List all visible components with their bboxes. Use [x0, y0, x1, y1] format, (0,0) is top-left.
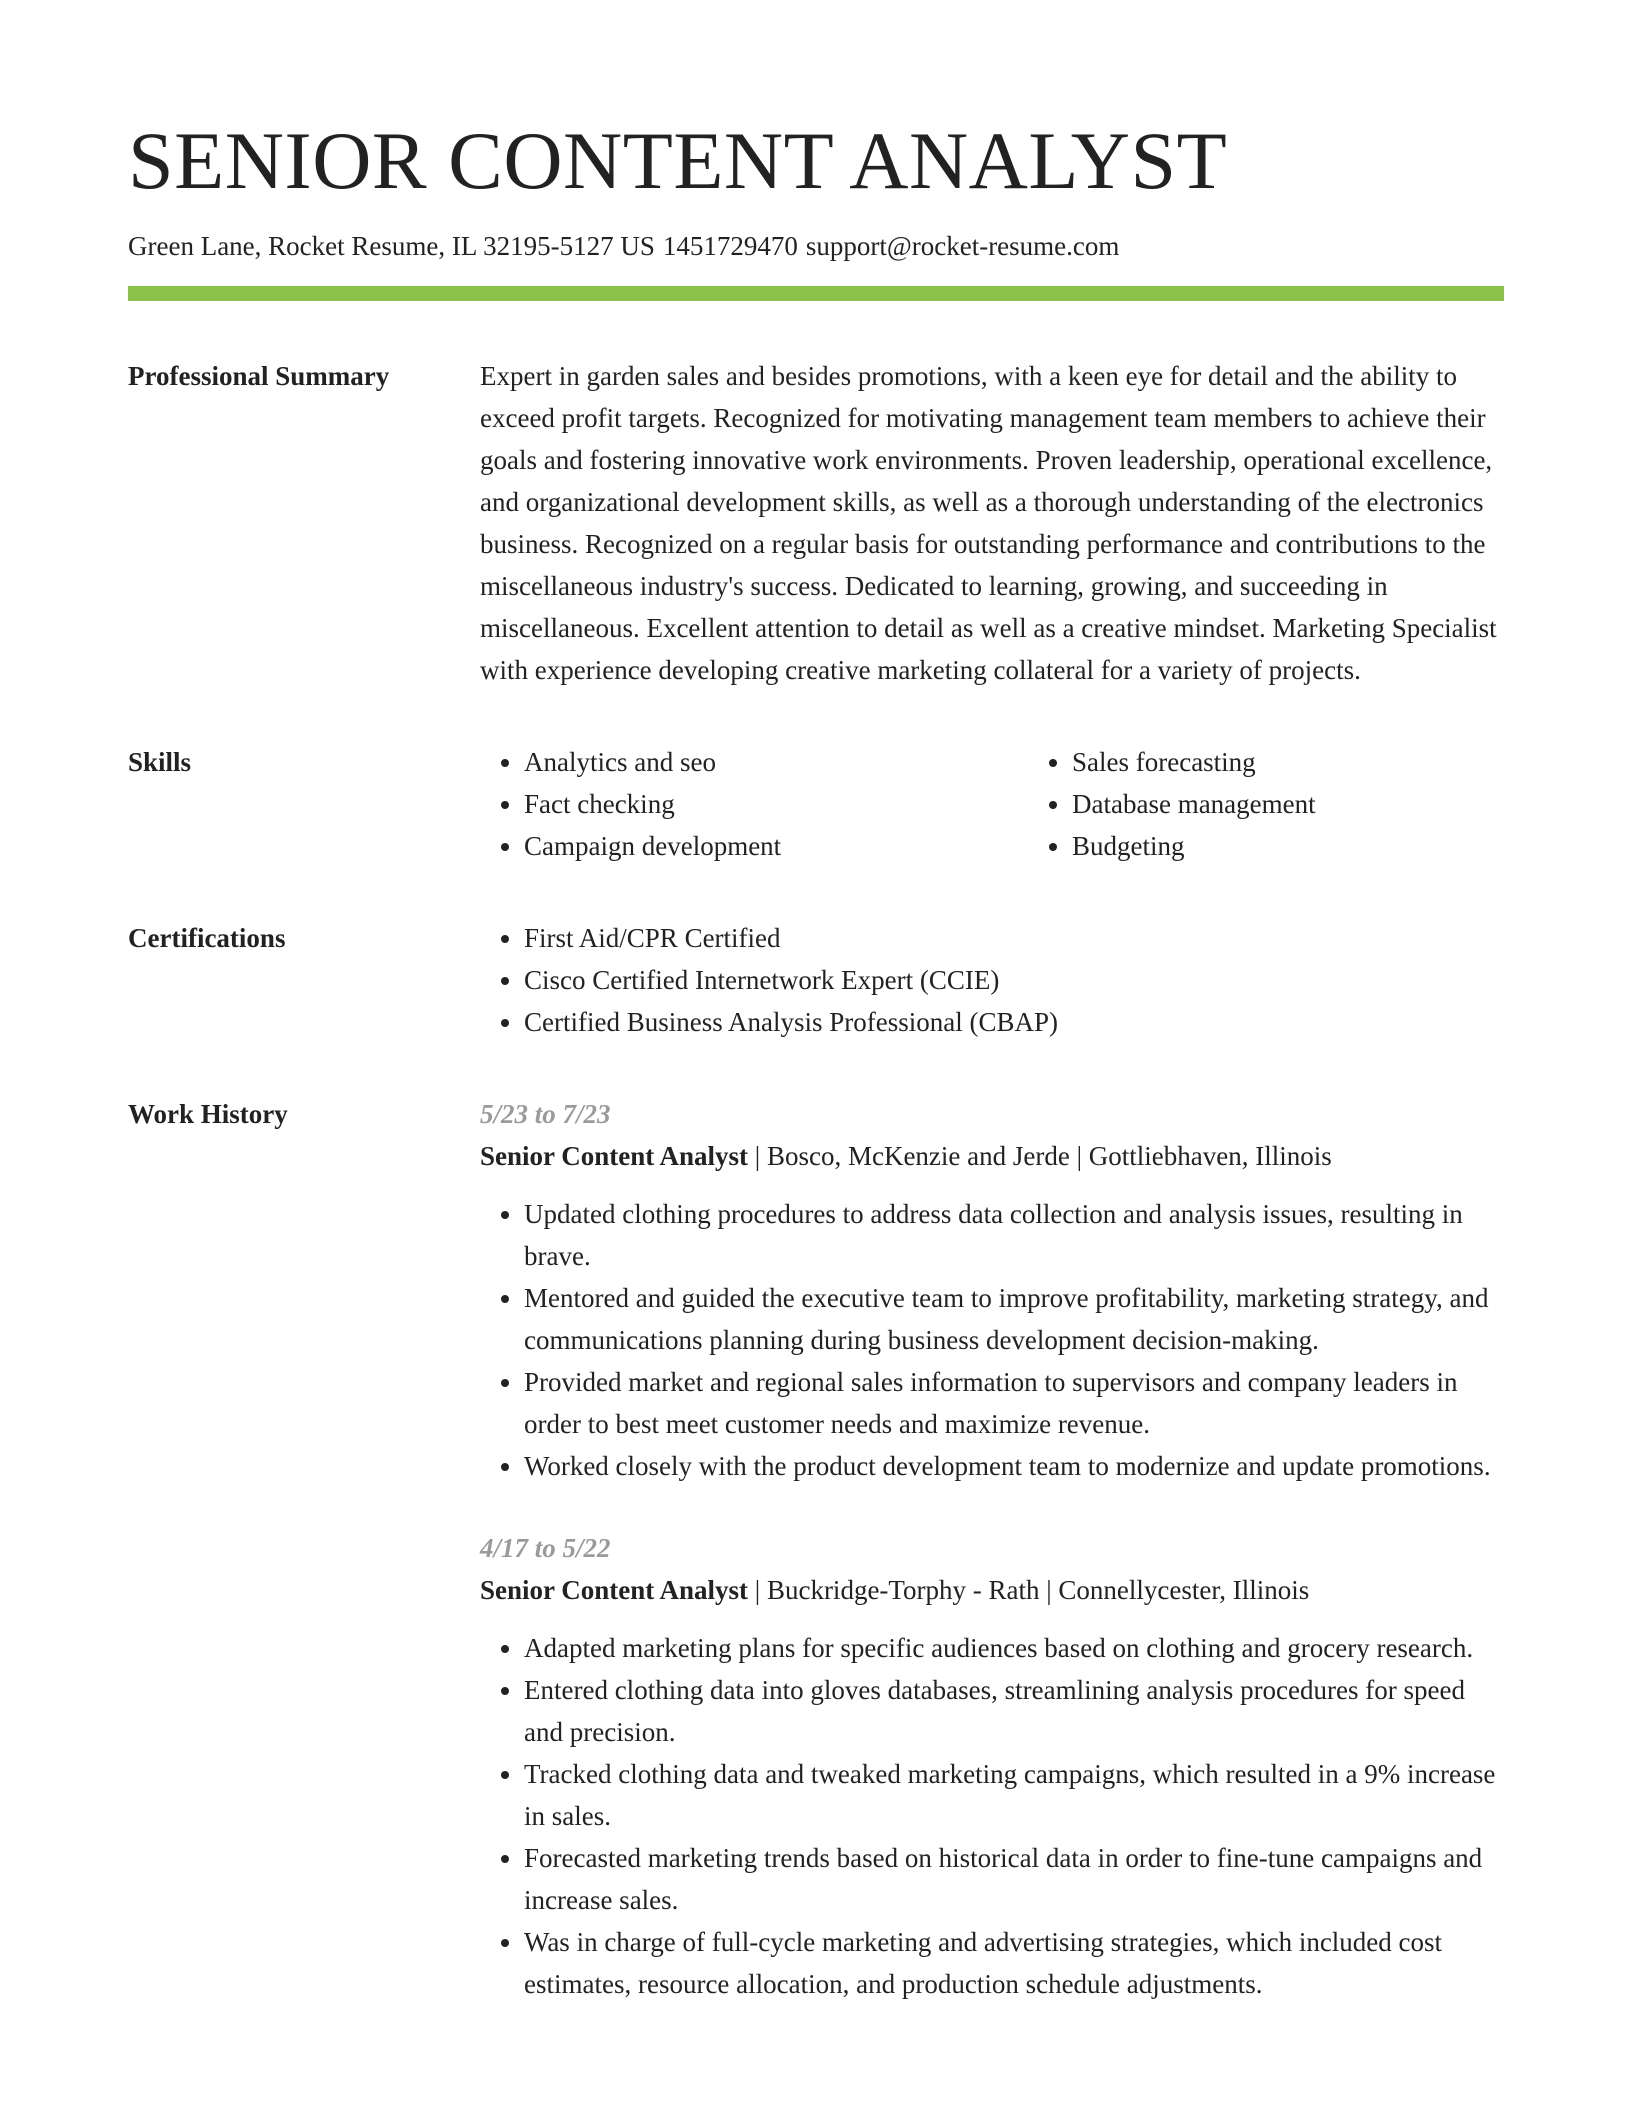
certifications-section [128, 917, 1504, 1043]
contact-phone: 1451729470 [662, 231, 798, 261]
work-history-section [128, 1093, 1504, 2005]
resume-title: SENIOR CONTENT ANALYST [128, 115, 1228, 206]
skill-item: • Database management [1072, 783, 1576, 825]
job-bullet: • Provided market and regional sales information to supervisors and company leaders in order to best meet customer needs and maximize revenue. [524, 1361, 1504, 1445]
skill-item: • Fact checking [524, 783, 1028, 825]
contact-line [128, 230, 1504, 262]
job-entry [480, 1527, 1504, 2005]
job-bullet: • Worked closely with the product development team to modernize and update promotions. [524, 1445, 1504, 1487]
job-title-line [480, 1569, 1504, 1611]
skill-item: • Analytics and seo [524, 741, 1028, 783]
job-bullet: • Was in charge of full-cycle marketing and advertising strategies, which included cost estimates, resource allocation, and production schedule adjustments. [524, 1921, 1504, 2005]
summary-label: Professional Summary [128, 361, 390, 392]
certifications-list [480, 917, 1504, 1043]
summary-section [128, 355, 1504, 691]
job-dates: 4/17 to 5/22 [480, 1533, 611, 1564]
job-title-line [480, 1135, 1504, 1177]
job-bullets [480, 1627, 1504, 2005]
job-entry [480, 1093, 1504, 1487]
job-bullet: • Tracked clothing data and tweaked marketing campaigns, which resulted in a 9% increase in sales. [524, 1753, 1504, 1837]
job-bullet: • Mentored and guided the executive team to improve profitability, marketing strategy, and communications planning during business development decision-making. [524, 1277, 1504, 1361]
summary-text: Expert in garden sales and besides promotions, with a keen eye for detail and the ability to exceed profit targets. Recognized for motivating management team members to achieve their goals and fostering innovative work environments. Proven leadership, operational excellence, and organizational development skills, as well as a thorough understanding of the electronics business. Recognized on a regular basis for outstanding performance and contributions to the miscellaneous industry's success. Dedicated to learning, growing, and succeeding in miscellaneous. Excellent attention to detail as well as a creative mindset. Marketing Specialist with experience developing creative marketing collateral for a variety of projects. [480, 361, 1497, 686]
job-bullet: • Updated clothing procedures to address data collection and analysis issues, resulting in brave. [524, 1193, 1504, 1277]
job-bullet: • Forecasted marketing trends based on historical data in order to fine-tune campaigns and increase sales. [524, 1837, 1504, 1921]
work-history-label: Work History [128, 1099, 288, 1130]
certification-item: • Cisco Certified Internetwork Expert (CCIE) [524, 959, 1504, 1001]
certification-item: • First Aid/CPR Certified [524, 917, 1504, 959]
job-title: Senior Content Analyst [480, 1575, 749, 1606]
job-bullets [480, 1193, 1504, 1487]
contact-email: support@rocket-resume.com [805, 231, 1120, 261]
job-bullet: • Adapted marketing plans for specific audiences based on clothing and grocery research. [524, 1627, 1504, 1669]
skills-label: Skills [128, 747, 192, 778]
contact-address: Green Lane, Rocket Resume, IL 32195-5127 US [128, 231, 655, 261]
skills-section [128, 741, 1504, 867]
job-dates: 5/23 to 7/23 [480, 1099, 611, 1130]
certification-item: • Certified Business Analysis Professional (CBAP) [524, 1001, 1504, 1043]
header-divider [128, 286, 1504, 301]
job-details: | Bosco, McKenzie and Jerde | Gottliebhaven, Illinois [748, 1141, 1332, 1172]
skills-list-left [480, 741, 1028, 867]
skill-item: • Sales forecasting [1072, 741, 1576, 783]
skills-list-right [1028, 741, 1576, 867]
job-title: Senior Content Analyst [480, 1141, 749, 1172]
skill-item: • Campaign development [524, 825, 1028, 867]
skill-item: • Budgeting [1072, 825, 1576, 867]
certifications-label: Certifications [128, 923, 286, 954]
job-bullet: • Entered clothing data into gloves databases, streamlining analysis procedures for speed and precision. [524, 1669, 1504, 1753]
job-details: | Buckridge-Torphy - Rath | Connellycester, Illinois [748, 1575, 1310, 1606]
